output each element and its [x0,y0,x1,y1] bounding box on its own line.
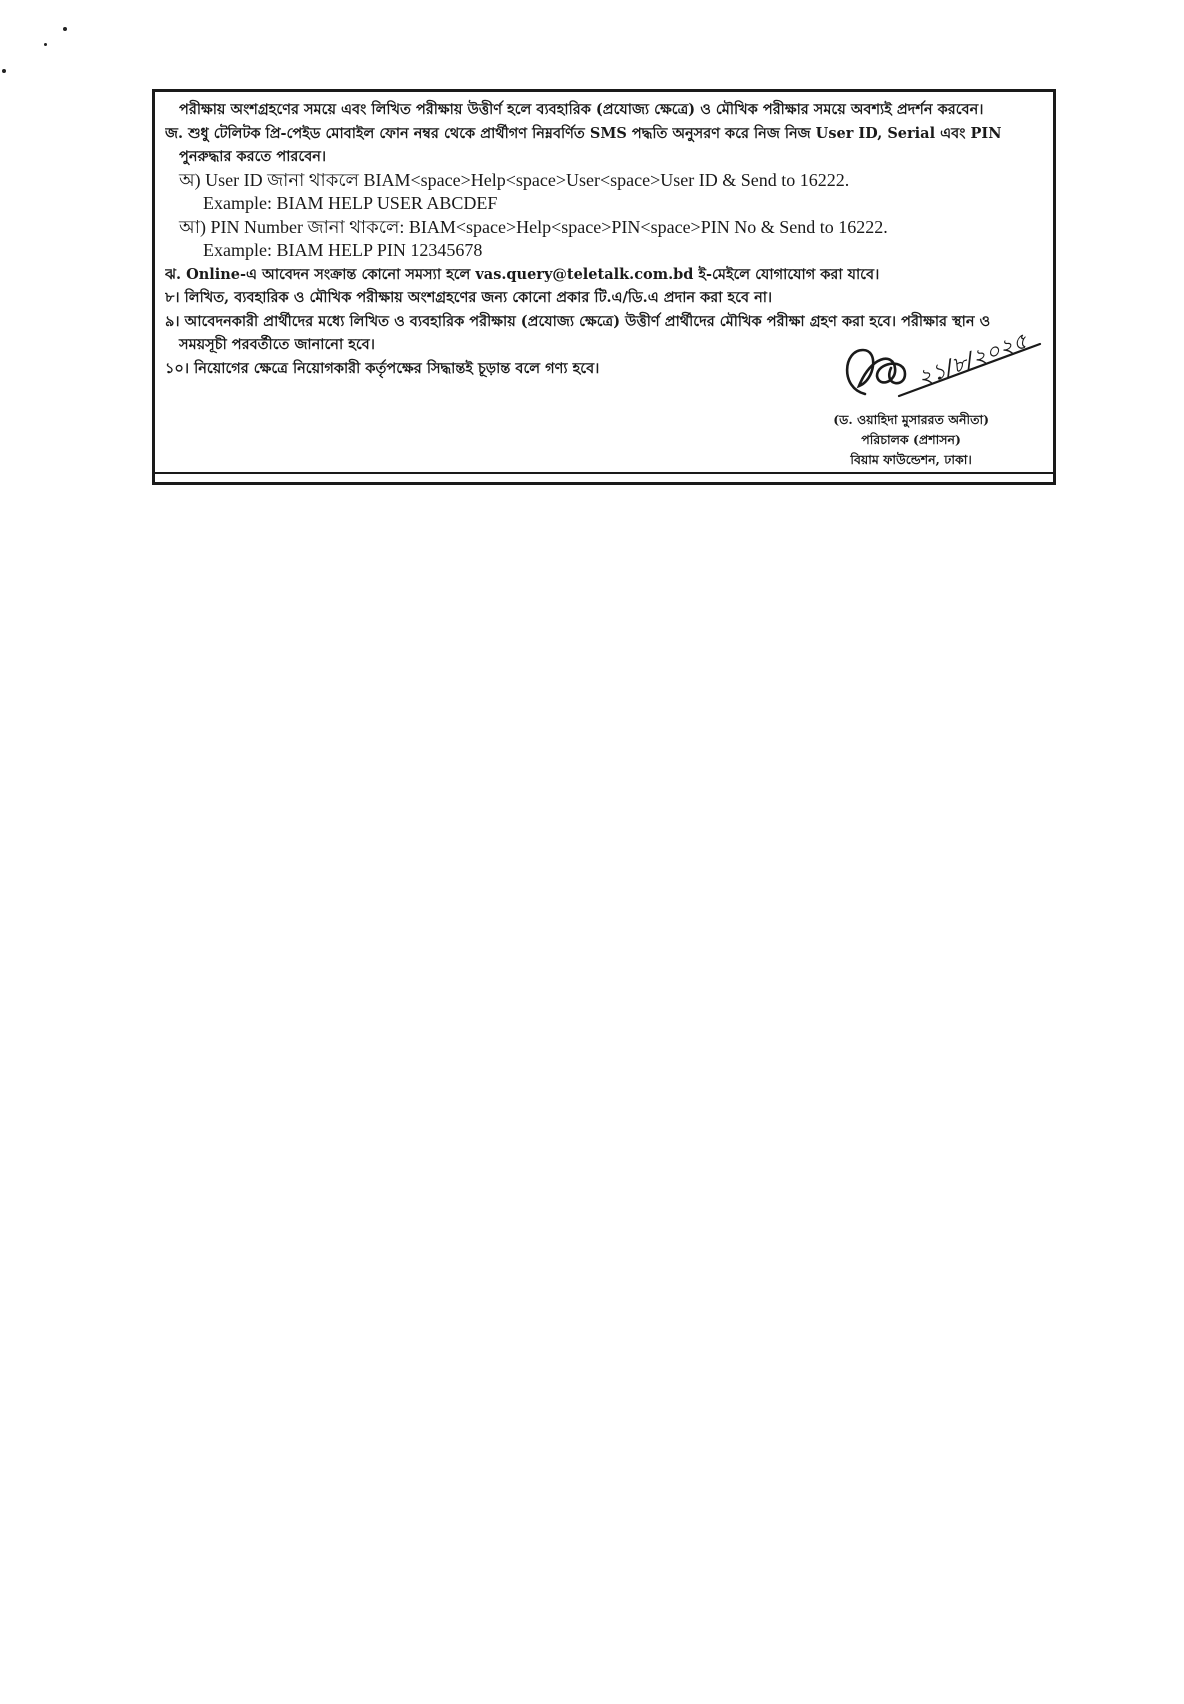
scan-speck [2,69,6,73]
notice-line: Example: BIAM HELP USER ABCDEF [203,193,498,213]
scan-speck [44,43,47,46]
notice-line: Example: BIAM HELP PIN 12345678 [203,240,483,260]
notice-line: জ. শুধু টেলিটক প্রি-পেইড মোবাইল ফোন নম্বর থেকে প্রার্থীগণ নিম্নবর্ণিত SMS পদ্ধতি অনুসরণ করে নিজ নিজ User ID, Serial এবং PIN [165,124,1002,142]
frame-bottom-rule [155,472,1053,474]
notice-line: ৮। লিখিত, ব্যবহারিক ও মৌখিক পরীক্ষায় অংশগ্রহণের জন্য কোনো প্রকার টি.এ/ডি.এ প্রদান করা হবে না। [165,289,773,306]
notice-line: পরীক্ষায় অংশগ্রহণের সময়ে এবং লিখিত পরীক্ষায় উত্তীর্ণ হলে ব্যবহারিক (প্রযোজ্য ক্ষেত্রে) ও মৌখিক পরীক্ষার সময়ে অবশ্যই প্রদর্শন করবেন। [179,101,984,118]
notice-line: পুনরুদ্ধার করতে পারবেন। [179,148,327,165]
notice-line: ৯। আবেদনকারী প্রার্থীদের মধ্যে লিখিত ও ব্যবহারিক পরীক্ষায় (প্রযোজ্য ক্ষেত্রে) উত্তীর্ণ প্রার্থীদের মৌখিক পরীক্ষা গ্রহণ করা হবে। পরীক্ষার স্থান ও [165,312,991,330]
notice-line: ঝ. Online-এ আবেদন সংক্রান্ত কোনো সমস্যা হলে vas.query@teletalk.com.bd ই-মেইলে যোগাযোগ করা যাবে। [165,265,880,283]
signature-date: ২১/৮/২০২৫ [914,328,1031,392]
signatory-designation: পরিচালক (প্রশাসন) [861,432,961,447]
signatory-block [833,410,989,470]
handwritten-signature [835,328,1045,408]
notice-line: ১০। নিয়োগের ক্ষেত্রে নিয়োগকারী কর্তৃপক্ষের সিদ্ধান্তই চূড়ান্ত বলে গণ্য হবে। [165,359,600,377]
notice-frame [152,89,1056,485]
signatory-name: (ড. ওয়াহিদা মুসাররত অনীতা) [833,412,989,427]
scan-speck [63,27,67,31]
notice-line: আ) PIN Number জানা থাকলে: BIAM<space>Help<space>PIN<space>PIN No & Send to 16222. [179,216,888,237]
notice-line: অ) User ID জানা থাকলে BIAM<space>Help<space>User<space>User ID & Send to 16222. [179,169,850,190]
notice-line: সময়সূচী পরবর্তীতে জানানো হবে। [179,336,375,353]
signatory-organization: বিয়াম ফাউন্ডেশন, ঢাকা। [850,452,972,467]
